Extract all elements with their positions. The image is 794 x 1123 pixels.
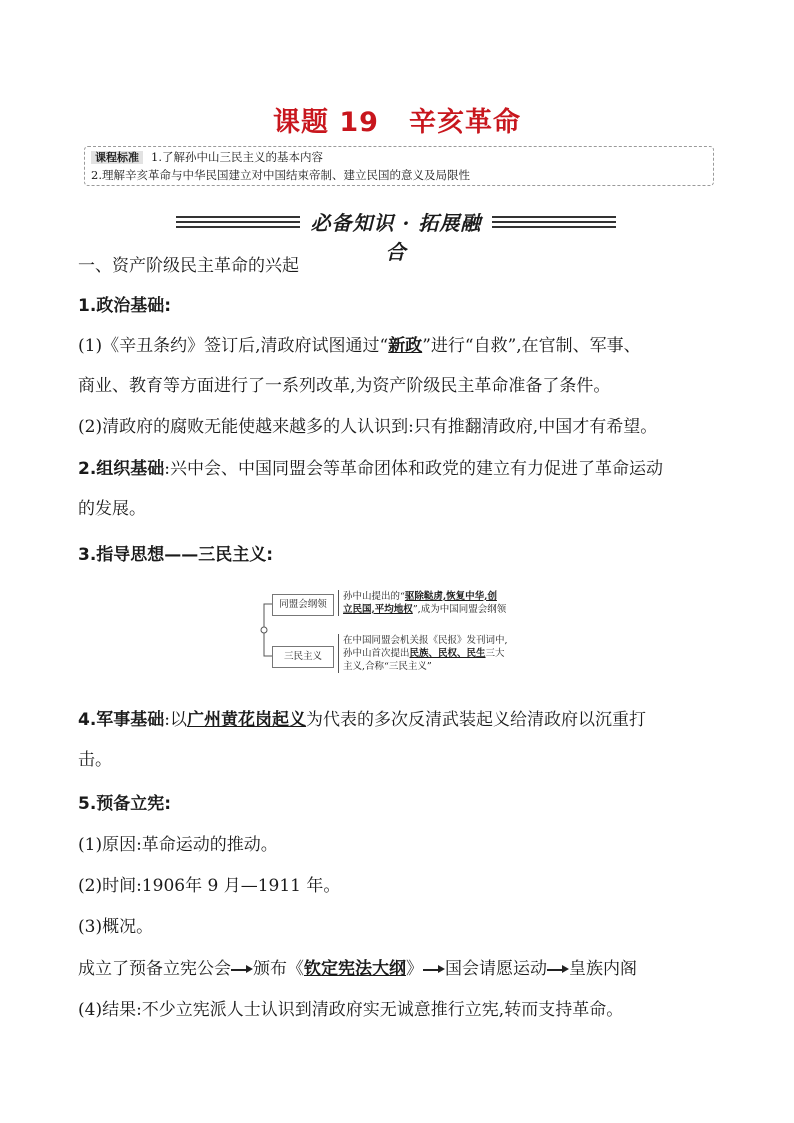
ideology-diagram bbox=[258, 590, 558, 690]
para-1a: (1)《辛丑条约》签订后,清政府试图通过“新政”进行“自救”,在官制、军事、 bbox=[78, 336, 641, 356]
diagram-box-sanmin: 三民主义 bbox=[272, 646, 334, 668]
overview-line: (3)概况。 bbox=[78, 917, 154, 937]
para-2: (2)清政府的腐败无能使越来越多的人认识到:只有推翻清政府,中国才有希望。 bbox=[78, 417, 658, 437]
keyword-huanghuagang: 广州黄花岗起义 bbox=[187, 710, 307, 730]
arrow-icon bbox=[423, 964, 445, 974]
time-line: (2)时间:1906年 9 月—1911 年。 bbox=[78, 876, 341, 896]
banner-text: 必备知识 · 拓展融合 bbox=[310, 211, 482, 264]
standard-item-1: 1.了解孙中山三民主义的基本内容 bbox=[151, 150, 323, 164]
diagram-text-sanmin: 在中国同盟会机关报《民报》发刊词中, 孙中山首次提出民族、民权、民生三大 主义,合称“三民主义” bbox=[338, 634, 559, 673]
para-organization-cont: 的发展。 bbox=[78, 499, 146, 519]
para-military: 4.军事基础:以广州黄花岗起义为代表的多次反清武装起义给清政府以沉重打 bbox=[78, 710, 647, 730]
para-organization: 2.组织基础:兴中会、中国同盟会等革命团体和政党的建立有力促进了革命运动 bbox=[78, 459, 664, 479]
section-banner bbox=[176, 207, 616, 264]
keyword-xinzheng: 新政 bbox=[388, 336, 423, 356]
flow-line: 成立了预备立宪公会 颁布《钦定宪法大纲》 国会请愿运动 皇族内阁 bbox=[78, 959, 637, 979]
heading-political: 1.政治基础: bbox=[78, 296, 172, 316]
result-line: (4)结果:不少立宪派人士认识到清政府实无诚意推行立宪,转而支持革命。 bbox=[78, 1000, 624, 1020]
curriculum-standard-box bbox=[84, 146, 714, 186]
banner-lines-right bbox=[492, 216, 616, 228]
heading-ideology: 3.指导思想——三民主义: bbox=[78, 545, 274, 565]
diagram-text-program: 孙中山提出的“驱除鞑虏,恢复中华,创 立民国,平均地权”,成为中国同盟会纲领 bbox=[338, 590, 559, 616]
banner-lines-left bbox=[176, 216, 300, 228]
diagram-box-program: 同盟会纲领 bbox=[272, 594, 334, 616]
standard-tag: 课程标准 bbox=[91, 151, 143, 164]
standard-item-2: 2.理解辛亥革命与中华民国建立对中国结束帝制、建立民国的意义及局限性 bbox=[91, 168, 470, 182]
para-military-cont: 击。 bbox=[78, 750, 112, 770]
section-heading-1: 一、资产阶级民主革命的兴起 bbox=[78, 256, 299, 276]
heading-constitution: 5.预备立宪: bbox=[78, 794, 172, 814]
reason-line: (1)原因:革命运动的推动。 bbox=[78, 835, 278, 855]
page-title: 课题 19 辛亥革命 bbox=[273, 107, 521, 138]
arrow-icon bbox=[547, 964, 569, 974]
para-1b: 商业、教育等方面进行了一系列改革,为资产阶级民主革命准备了条件。 bbox=[78, 376, 611, 396]
keyword-dagang: 钦定宪法大纲 bbox=[304, 959, 406, 979]
arrow-icon bbox=[231, 964, 253, 974]
